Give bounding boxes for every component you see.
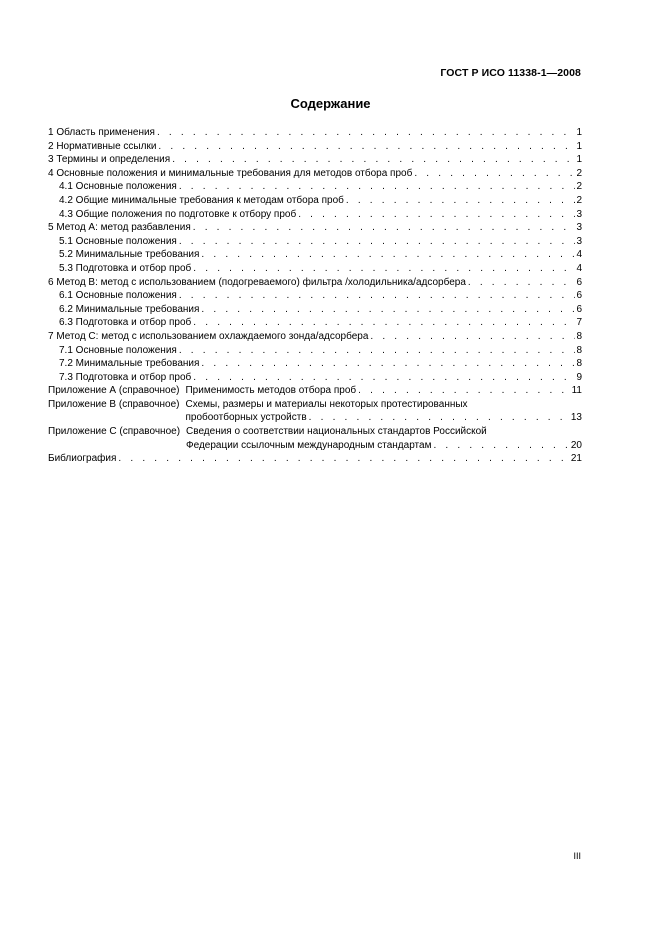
leader-dots (201, 303, 575, 317)
toc-entry-page: 4 (576, 262, 582, 274)
table-of-contents (48, 126, 582, 466)
leader-dots (201, 357, 575, 371)
toc-entry-label: 5.3 Подготовка и отбор проб (59, 262, 192, 274)
leader-dots (309, 411, 570, 425)
appendix-title-cont: Федерации ссылочным международным стандартам (186, 439, 432, 451)
document-code: ГОСТ Р ИСО 11338-1—2008 (440, 67, 581, 79)
toc-entry-label: 4.2 Общие минимальные требования к методам отбора проб (59, 194, 344, 206)
toc-entry-7-3[interactable] (48, 371, 582, 385)
toc-entry-label: 4 Основные положения и минимальные требования для методов отбора проб (48, 167, 413, 179)
toc-entry-5[interactable] (48, 221, 582, 235)
toc-entry-page: 7 (576, 317, 582, 329)
toc-entry-label: 4.1 Основные положения (59, 181, 177, 193)
leader-dots (193, 262, 575, 276)
toc-entry-page: 3 (576, 208, 582, 220)
toc-entry-label: 5.2 Минимальные требования (59, 249, 200, 261)
toc-entry-4-1[interactable] (48, 180, 582, 194)
toc-entry-label: 7.3 Подготовка и отбор проб (59, 371, 192, 383)
toc-entry-page: 1 (576, 140, 582, 152)
page-number: III (573, 851, 581, 861)
leader-dots (179, 180, 576, 194)
toc-entry-page: 6 (576, 276, 582, 288)
appendix-title-cont: пробоотборных устройств (185, 412, 307, 424)
toc-entry-label: 6 Метод В: метод с использованием (подогреваемого) фильтра /холодильника/адсорбера (48, 276, 466, 288)
appendix-title: Схемы, размеры и материалы некоторых протестированных (185, 398, 468, 410)
toc-entry-label: 6.3 Подготовка и отбор проб (59, 317, 192, 329)
toc-entry-2[interactable] (48, 140, 582, 154)
toc-entry-page: 8 (576, 344, 582, 356)
leader-dots (358, 384, 570, 398)
toc-entry-page: 3 (576, 235, 582, 247)
leader-dots (179, 289, 576, 303)
toc-entry-3[interactable] (48, 153, 582, 167)
appendix-prefix: Приложение А (справочное) (48, 385, 180, 397)
toc-entry-label: 3 Термины и определения (48, 154, 171, 166)
toc-entry-label: 7 Метод С: метод с использованием охлаждаемого зонда/адсорбера (48, 330, 369, 342)
toc-entry-6-3[interactable] (48, 316, 582, 330)
toc-entry-page: 20 (570, 439, 582, 451)
appendix-prefix: Приложение С (справочное) (48, 426, 181, 438)
toc-appendix-c[interactable] (48, 425, 582, 452)
leader-dots (157, 126, 575, 140)
toc-entry-label: 1 Область применения (48, 127, 155, 138)
toc-appendix-b[interactable] (48, 398, 582, 425)
toc-entry-page: 2 (576, 167, 582, 179)
toc-entry-label: 5 Метод А: метод разбавления (48, 222, 191, 234)
toc-entry-page: 21 (570, 453, 582, 465)
toc-entry-6[interactable] (48, 276, 582, 290)
toc-entry-label: 4.3 Общие положения по подготовке к отбору проб (59, 208, 297, 220)
toc-entry-label: 7.1 Основные положения (59, 344, 177, 356)
toc-entry-bibliography[interactable] (48, 452, 582, 466)
toc-entry-label: 6.1 Основные положения (59, 290, 177, 302)
toc-entry-4-3[interactable] (48, 208, 582, 222)
toc-entry-5-3[interactable] (48, 262, 582, 276)
leader-dots (179, 344, 576, 358)
leader-dots (414, 167, 575, 181)
toc-entry-4-2[interactable] (48, 194, 582, 208)
toc-entry-page: 6 (576, 290, 582, 302)
leader-dots (201, 248, 575, 262)
toc-entry-page: 11 (571, 385, 582, 397)
leader-dots (468, 276, 576, 290)
toc-entry-5-2[interactable] (48, 248, 582, 262)
toc-entry-page: 6 (576, 303, 582, 315)
leader-dots (298, 208, 575, 222)
toc-entry-label: 2 Нормативные ссылки (48, 140, 157, 152)
leader-dots (118, 452, 569, 466)
toc-entry-page: 13 (570, 412, 582, 424)
leader-dots (346, 194, 576, 208)
toc-entry-5-1[interactable] (48, 235, 582, 249)
toc-entry-page: 2 (576, 194, 582, 206)
toc-entry-page: 2 (576, 181, 582, 193)
toc-entry-label: Библиография (48, 453, 117, 465)
leader-dots (172, 153, 575, 167)
toc-entry-page: 1 (576, 154, 582, 166)
toc-entry-label: 5.1 Основные положения (59, 235, 177, 247)
leader-dots (179, 235, 576, 249)
toc-entry-6-2[interactable] (48, 303, 582, 317)
appendix-prefix: Приложение В (справочное) (48, 398, 180, 410)
toc-entry-page: 8 (576, 330, 582, 342)
toc-entry-7-2[interactable] (48, 357, 582, 371)
leader-dots (370, 330, 575, 344)
leader-dots (193, 316, 575, 330)
toc-entry-7-1[interactable] (48, 344, 582, 358)
toc-entry-label: 7.2 Минимальные требования (59, 358, 200, 370)
toc-entry-page: 1 (576, 127, 582, 138)
leader-dots (193, 371, 575, 385)
toc-entry-1[interactable] (48, 126, 582, 140)
toc-entry-page: 9 (576, 371, 582, 383)
toc-entry-4[interactable] (48, 167, 582, 181)
appendix-title: Применимость методов отбора проб (185, 385, 357, 397)
appendix-title: Сведения о соответствии национальных стандартов Российской (186, 426, 487, 438)
toc-entry-7[interactable] (48, 330, 582, 344)
toc-entry-label: 6.2 Минимальные требования (59, 303, 200, 315)
leader-dots (158, 140, 575, 154)
toc-entry-page: 8 (576, 358, 582, 370)
toc-appendix-a[interactable] (48, 384, 582, 398)
leader-dots (433, 439, 569, 453)
toc-entry-page: 3 (576, 222, 582, 234)
toc-entry-page: 4 (576, 249, 582, 261)
toc-title: Содержание (290, 96, 371, 111)
toc-entry-6-1[interactable] (48, 289, 582, 303)
leader-dots (193, 221, 576, 235)
